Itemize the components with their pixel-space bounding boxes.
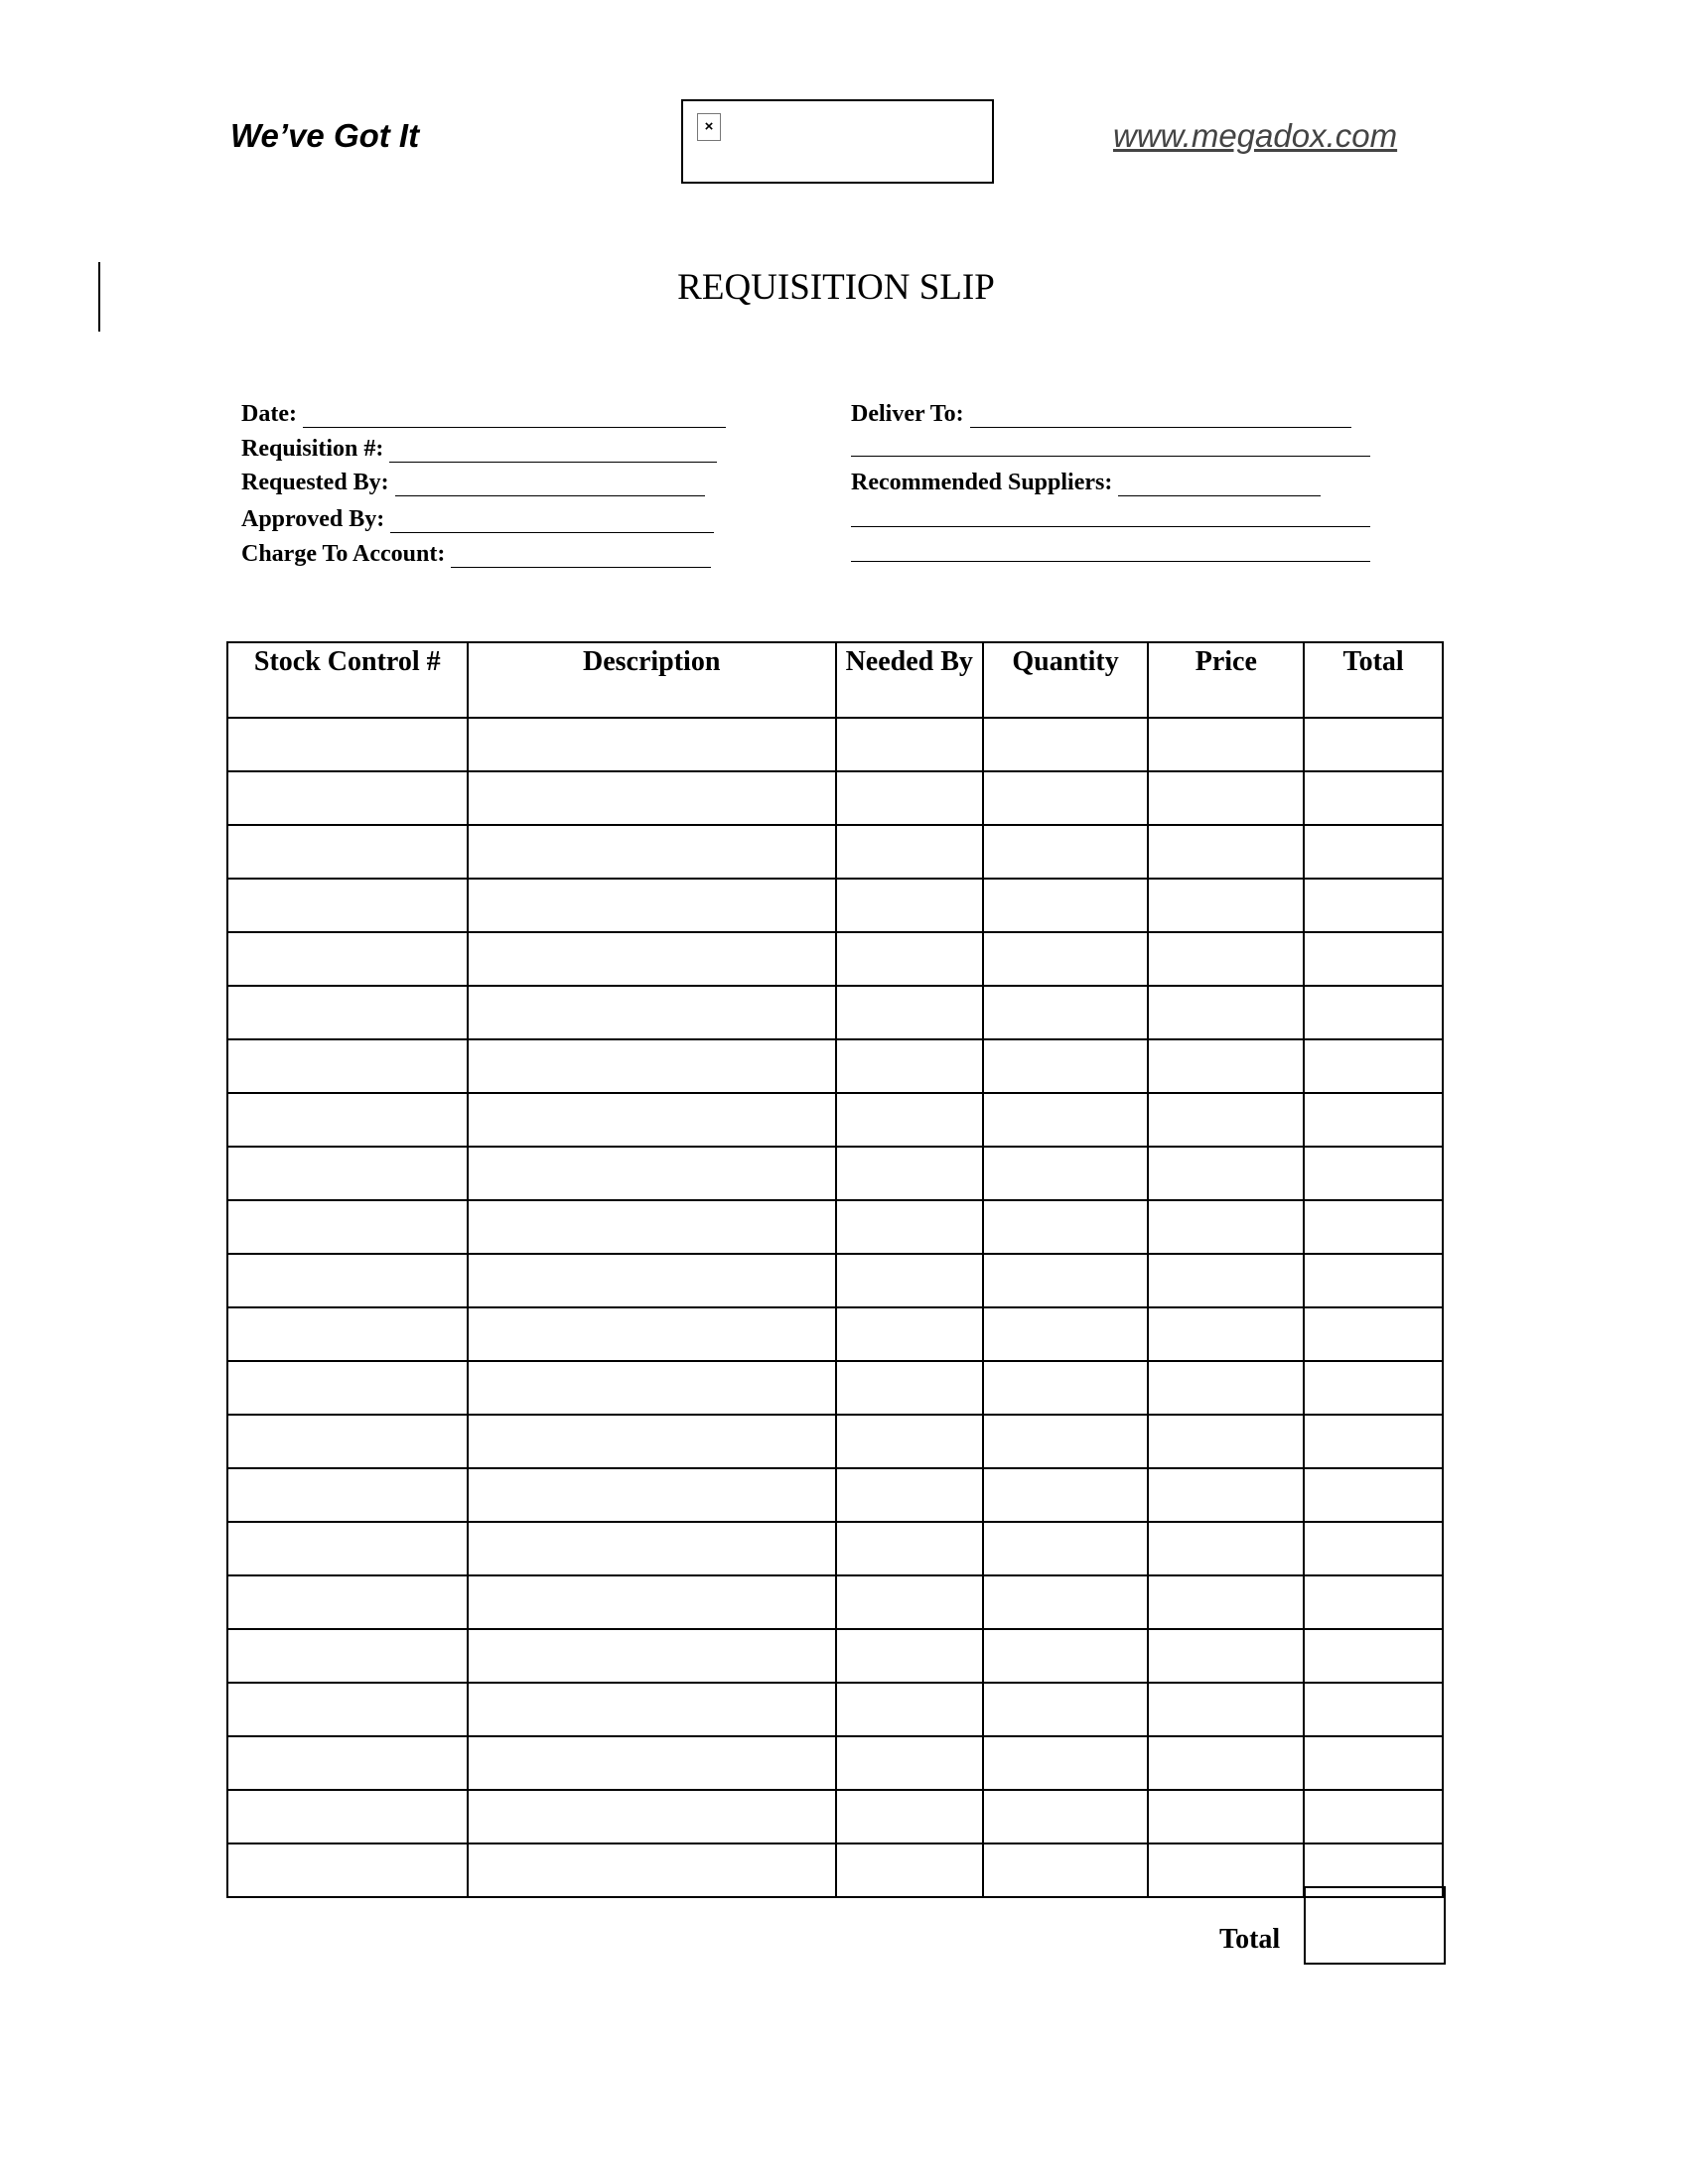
table-row bbox=[227, 1254, 1443, 1307]
table-cell[interactable] bbox=[1148, 1575, 1304, 1629]
table-cell[interactable] bbox=[1148, 1736, 1304, 1790]
table-cell[interactable] bbox=[468, 1200, 836, 1254]
table-cell[interactable] bbox=[836, 1629, 983, 1683]
table-cell[interactable] bbox=[1304, 986, 1443, 1039]
table-cell[interactable] bbox=[227, 1736, 468, 1790]
table-cell[interactable] bbox=[1304, 771, 1443, 825]
table-cell[interactable] bbox=[836, 986, 983, 1039]
field-label: Requested By: bbox=[241, 470, 389, 495]
table-cell[interactable] bbox=[227, 1629, 468, 1683]
requisition-number-field[interactable] bbox=[241, 436, 717, 463]
table-cell[interactable] bbox=[1148, 771, 1304, 825]
table-cell[interactable] bbox=[1304, 1790, 1443, 1843]
table-cell[interactable] bbox=[836, 1093, 983, 1147]
table-cell[interactable] bbox=[227, 1200, 468, 1254]
table-row bbox=[227, 1736, 1443, 1790]
table-cell[interactable] bbox=[1148, 825, 1304, 879]
field-blank[interactable] bbox=[970, 407, 1351, 428]
table-cell[interactable] bbox=[1304, 825, 1443, 879]
table-cell[interactable] bbox=[227, 1361, 468, 1415]
table-cell[interactable] bbox=[468, 718, 836, 771]
table-cell[interactable] bbox=[836, 879, 983, 932]
column-header-total: Total bbox=[1304, 642, 1443, 718]
table-cell[interactable] bbox=[468, 1468, 836, 1522]
field-label: Recommended Suppliers: bbox=[851, 470, 1113, 495]
table-cell[interactable] bbox=[836, 1522, 983, 1575]
table-cell[interactable] bbox=[983, 1200, 1149, 1254]
table-cell[interactable] bbox=[1148, 718, 1304, 771]
table-cell[interactable] bbox=[1148, 1415, 1304, 1468]
table-cell[interactable] bbox=[1148, 1361, 1304, 1415]
deliver-to-line-2[interactable] bbox=[851, 436, 1370, 457]
table-cell[interactable] bbox=[468, 1683, 836, 1736]
table-cell[interactable] bbox=[983, 1093, 1149, 1147]
website-link[interactable]: www.megadox.com bbox=[1113, 117, 1398, 154]
table-row bbox=[227, 718, 1443, 771]
table-cell[interactable] bbox=[1148, 1683, 1304, 1736]
table-cell[interactable] bbox=[1148, 986, 1304, 1039]
table-cell[interactable] bbox=[836, 1843, 983, 1897]
table-cell[interactable] bbox=[836, 1575, 983, 1629]
table-cell[interactable] bbox=[983, 1629, 1149, 1683]
table-cell[interactable] bbox=[1304, 1629, 1443, 1683]
table-cell[interactable] bbox=[227, 1093, 468, 1147]
table-row bbox=[227, 1039, 1443, 1093]
table-cell[interactable] bbox=[983, 986, 1149, 1039]
table-cell[interactable] bbox=[468, 1736, 836, 1790]
table-cell[interactable] bbox=[1148, 1468, 1304, 1522]
table-cell[interactable] bbox=[1304, 1307, 1443, 1361]
table-cell[interactable] bbox=[227, 1307, 468, 1361]
table-cell[interactable] bbox=[983, 1468, 1149, 1522]
table-row bbox=[227, 1200, 1443, 1254]
table-cell[interactable] bbox=[227, 1147, 468, 1200]
table-cell[interactable] bbox=[836, 1307, 983, 1361]
table-cell[interactable] bbox=[1304, 1736, 1443, 1790]
suppliers-line-3[interactable] bbox=[851, 541, 1370, 562]
table-cell[interactable] bbox=[1148, 879, 1304, 932]
table-row bbox=[227, 1307, 1443, 1361]
table-cell[interactable] bbox=[836, 1039, 983, 1093]
table-cell[interactable] bbox=[1304, 1415, 1443, 1468]
recommended-suppliers-field[interactable] bbox=[851, 470, 1321, 496]
table-cell[interactable] bbox=[983, 1254, 1149, 1307]
table-cell[interactable] bbox=[468, 1843, 836, 1897]
table-cell[interactable] bbox=[983, 1736, 1149, 1790]
table-row bbox=[227, 1843, 1443, 1897]
broken-image-icon: × bbox=[697, 113, 721, 141]
column-header-description: Description bbox=[468, 642, 836, 718]
table-row bbox=[227, 1093, 1443, 1147]
table-cell[interactable] bbox=[468, 771, 836, 825]
table-cell[interactable] bbox=[468, 932, 836, 986]
grand-total-cell[interactable] bbox=[1304, 1886, 1446, 1965]
table-cell[interactable] bbox=[1148, 1254, 1304, 1307]
table-cell[interactable] bbox=[836, 825, 983, 879]
field-label: Date: bbox=[241, 401, 297, 427]
table-cell[interactable] bbox=[983, 1039, 1149, 1093]
table-cell[interactable] bbox=[1148, 1093, 1304, 1147]
table-cell[interactable] bbox=[836, 1468, 983, 1522]
table-cell[interactable] bbox=[227, 1039, 468, 1093]
table-cell[interactable] bbox=[1304, 879, 1443, 932]
field-label: Charge To Account: bbox=[241, 541, 446, 567]
deliver-to-field[interactable] bbox=[851, 401, 1351, 428]
table-cell[interactable] bbox=[1148, 1790, 1304, 1843]
table-cell[interactable] bbox=[836, 1147, 983, 1200]
tagline: We’ve Got It bbox=[230, 117, 420, 154]
table-cell[interactable] bbox=[983, 879, 1149, 932]
table-cell[interactable] bbox=[983, 1790, 1149, 1843]
table-cell[interactable] bbox=[1304, 932, 1443, 986]
page-title: REQUISITION SLIP bbox=[677, 267, 995, 308]
requisition-table bbox=[226, 641, 1444, 1898]
table-cell[interactable] bbox=[1148, 1039, 1304, 1093]
table-row bbox=[227, 825, 1443, 879]
table-cell[interactable] bbox=[983, 1575, 1149, 1629]
table-row bbox=[227, 771, 1443, 825]
table-row bbox=[227, 1629, 1443, 1683]
table-cell[interactable] bbox=[983, 718, 1149, 771]
grand-total-label: Total bbox=[1219, 1924, 1281, 1955]
table-cell[interactable] bbox=[468, 1575, 836, 1629]
table-cell[interactable] bbox=[1304, 1200, 1443, 1254]
table-cell[interactable] bbox=[1304, 1147, 1443, 1200]
suppliers-line-2[interactable] bbox=[851, 506, 1370, 527]
table-cell[interactable] bbox=[468, 1307, 836, 1361]
field-blank[interactable] bbox=[390, 512, 714, 533]
charge-to-account-field[interactable] bbox=[241, 541, 711, 568]
table-cell[interactable] bbox=[1304, 1254, 1443, 1307]
table-cell[interactable] bbox=[468, 986, 836, 1039]
table-cell[interactable] bbox=[227, 1522, 468, 1575]
date-field[interactable] bbox=[241, 401, 726, 428]
table-cell[interactable] bbox=[836, 1736, 983, 1790]
table-cell[interactable] bbox=[836, 1254, 983, 1307]
field-blank[interactable] bbox=[1118, 476, 1321, 496]
table-cell[interactable] bbox=[1148, 932, 1304, 986]
approved-by-field[interactable] bbox=[241, 506, 714, 533]
table-cell[interactable] bbox=[836, 718, 983, 771]
column-header-price: Price bbox=[1148, 642, 1304, 718]
table-cell[interactable] bbox=[1148, 1522, 1304, 1575]
table-cell[interactable] bbox=[227, 771, 468, 825]
table-cell[interactable] bbox=[836, 1683, 983, 1736]
table-cell[interactable] bbox=[836, 1200, 983, 1254]
table-cell[interactable] bbox=[468, 1254, 836, 1307]
table-cell[interactable] bbox=[983, 1361, 1149, 1415]
table-cell[interactable] bbox=[1304, 1093, 1443, 1147]
table-header-row bbox=[227, 642, 1443, 718]
table-cell[interactable] bbox=[1304, 718, 1443, 771]
table-cell[interactable] bbox=[1148, 1629, 1304, 1683]
requested-by-field[interactable] bbox=[241, 470, 705, 496]
table-cell[interactable] bbox=[227, 1843, 468, 1897]
table-cell[interactable] bbox=[227, 1790, 468, 1843]
table-cell[interactable] bbox=[983, 1683, 1149, 1736]
table-row bbox=[227, 1575, 1443, 1629]
table-cell[interactable] bbox=[227, 1468, 468, 1522]
field-blank[interactable] bbox=[389, 442, 717, 463]
table-cell[interactable] bbox=[983, 1522, 1149, 1575]
table-cell[interactable] bbox=[227, 932, 468, 986]
table-cell[interactable] bbox=[1304, 1683, 1443, 1736]
table-cell[interactable] bbox=[983, 932, 1149, 986]
table-cell[interactable] bbox=[836, 1415, 983, 1468]
field-label: Requisition #: bbox=[241, 436, 384, 462]
table-row bbox=[227, 1522, 1443, 1575]
column-header-stock-control: Stock Control # bbox=[227, 642, 468, 718]
table-cell[interactable] bbox=[468, 1039, 836, 1093]
table-cell[interactable] bbox=[983, 771, 1149, 825]
table-cell[interactable] bbox=[468, 1629, 836, 1683]
table-row bbox=[227, 1790, 1443, 1843]
table-cell[interactable] bbox=[836, 1361, 983, 1415]
table-cell[interactable] bbox=[1148, 1147, 1304, 1200]
table-row bbox=[227, 1147, 1443, 1200]
table-cell[interactable] bbox=[468, 879, 836, 932]
table-cell[interactable] bbox=[983, 1147, 1149, 1200]
table-cell[interactable] bbox=[468, 1093, 836, 1147]
table-row bbox=[227, 1415, 1443, 1468]
table-cell[interactable] bbox=[1304, 1522, 1443, 1575]
table-cell[interactable] bbox=[1304, 1575, 1443, 1629]
table-cell[interactable] bbox=[227, 1254, 468, 1307]
table-row bbox=[227, 1683, 1443, 1736]
table-row bbox=[227, 986, 1443, 1039]
table-cell[interactable] bbox=[836, 932, 983, 986]
table-cell[interactable] bbox=[1304, 1468, 1443, 1522]
table-cell[interactable] bbox=[468, 1415, 836, 1468]
table-row bbox=[227, 1361, 1443, 1415]
table-cell[interactable] bbox=[983, 1843, 1149, 1897]
field-blank[interactable] bbox=[451, 547, 711, 568]
table-cell[interactable] bbox=[227, 718, 468, 771]
table-cell[interactable] bbox=[983, 825, 1149, 879]
table-cell[interactable] bbox=[1304, 1039, 1443, 1093]
table-cell[interactable] bbox=[836, 771, 983, 825]
table-cell[interactable] bbox=[983, 1415, 1149, 1468]
table-row bbox=[227, 1468, 1443, 1522]
table-cell[interactable] bbox=[227, 879, 468, 932]
table-cell[interactable] bbox=[1148, 1307, 1304, 1361]
field-blank[interactable] bbox=[303, 407, 726, 428]
logo-image-box bbox=[681, 99, 994, 184]
field-label: Deliver To: bbox=[851, 401, 964, 427]
table-cell[interactable] bbox=[227, 1415, 468, 1468]
field-blank[interactable] bbox=[851, 541, 1370, 562]
table-cell[interactable] bbox=[983, 1307, 1149, 1361]
table-cell[interactable] bbox=[468, 1522, 836, 1575]
table-row bbox=[227, 879, 1443, 932]
table-cell[interactable] bbox=[227, 986, 468, 1039]
table-cell[interactable] bbox=[468, 1147, 836, 1200]
table-cell[interactable] bbox=[227, 1575, 468, 1629]
table-cell[interactable] bbox=[227, 825, 468, 879]
column-header-needed-by: Needed By bbox=[836, 642, 983, 718]
table-cell[interactable] bbox=[836, 1790, 983, 1843]
table-cell[interactable] bbox=[468, 1361, 836, 1415]
table-cell[interactable] bbox=[468, 1790, 836, 1843]
table-cell[interactable] bbox=[468, 825, 836, 879]
field-blank[interactable] bbox=[395, 476, 705, 496]
table-row bbox=[227, 932, 1443, 986]
table-cell[interactable] bbox=[227, 1683, 468, 1736]
field-label: Approved By: bbox=[241, 506, 385, 532]
field-blank[interactable] bbox=[851, 436, 1370, 457]
field-blank[interactable] bbox=[851, 506, 1370, 527]
table-cell[interactable] bbox=[1148, 1843, 1304, 1897]
table-cell[interactable] bbox=[1304, 1361, 1443, 1415]
table-cell[interactable] bbox=[1148, 1200, 1304, 1254]
column-header-quantity: Quantity bbox=[983, 642, 1149, 718]
